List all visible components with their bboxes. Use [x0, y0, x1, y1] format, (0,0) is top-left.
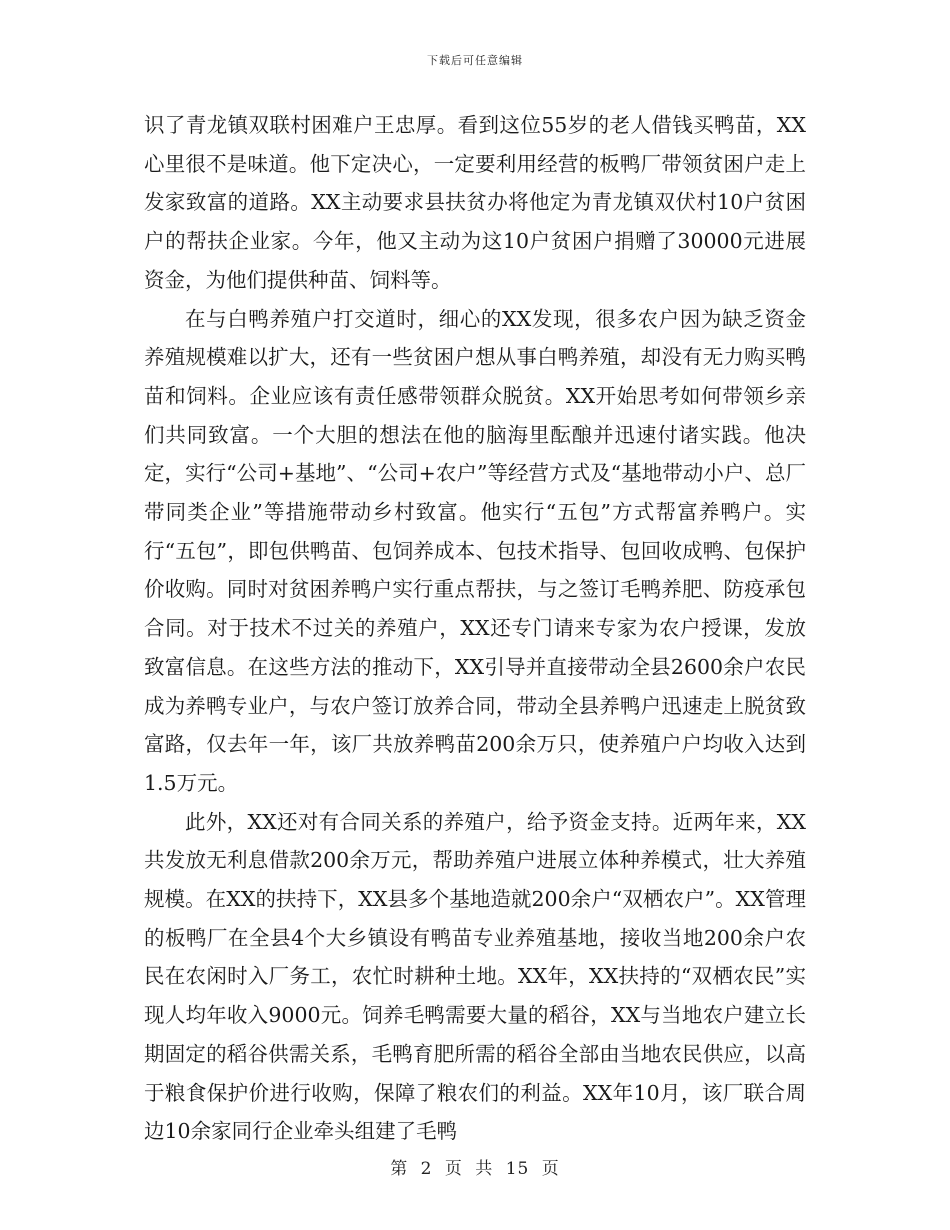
page-footer: 第 2 页 共 15 页	[390, 1159, 560, 1179]
paragraph-3: 此外，XX还对有合同关系的养殖户，给予资金支持。近两年来，XX共发放无利息借款200余万元，帮助养殖户进展立体种养模式，壮大养殖规模。在XX的扶持下，XX县多个基地造就200余户“双栖农户”。XX管理的板鸭厂在全县4个大乡镇设有鸭苗专业养殖基地，接收当地200余户农民在农闲时入厂务工，农忙时耕种土地。XX年，XX扶持的“双栖农民”实现人均年收入9000元。饲养毛鸭需要大量的稻谷，XX与当地农户建立长期固定的稻谷供需关系，毛鸭育肥所需的稻谷全部由当地农民供应，以高于粮食保护价进行收购，保障了粮农们的利益。XX年10月，该厂联合周边10余家同行企业牵头组建了毛鸭	[144, 809, 806, 1144]
page-header: 下载后可任意编辑	[427, 54, 523, 67]
paragraph-1: 识了青龙镇双联村困难户王忠厚。看到这位55岁的老人借钱买鸭苗，XX心里很不是味道。他下定决心，一定要利用经营的板鸭厂带领贫困户走上发家致富的道路。XX主动要求县扶贫办将他定为青龙镇双伏村10户贫困户的帮扶企业家。今年，他又主动为这10户贫困户捐赠了30000元进展资金，为他们提供种苗、饲料等。	[144, 113, 806, 292]
document-body	[144, 106, 806, 1151]
paragraph-2: 在与白鸭养殖户打交道时，细心的XX发现，很多农户因为缺乏资金养殖规模难以扩大，还有一些贫困户想从事白鸭养殖，却没有无力购买鸭苗和饲料。企业应该有责任感带领群众脱贫。XX开始思考如何带领乡亲们共同致富。一个大胆的想法在他的脑海里酝酿并迅速付诸实践。他决定，实行“公司+基地”、“公司+农户”等经营方式及“基地带动小户、总厂带同类企业”等措施带动乡村致富。他实行“五包”方式帮富养鸭户。实行“五包”，即包供鸭苗、包饲养成本、包技术指导、包回收成鸭、包保护价收购。同时对贫困养鸭户实行重点帮扶，与之签订毛鸭养肥、防疫承包合同。对于技术不过关的养殖户，XX还专门请来专家为农户授课，发放致富信息。在这些方法的推动下，XX引导并直接带动全县2600余户农民成为养鸭专业户，与农户签订放养合同，带动全县养鸭户迅速走上脱贫致富路，仅去年一年，该厂共放养鸭苗200余万只，使养殖户户均收入达到1.5万元。	[144, 306, 806, 795]
